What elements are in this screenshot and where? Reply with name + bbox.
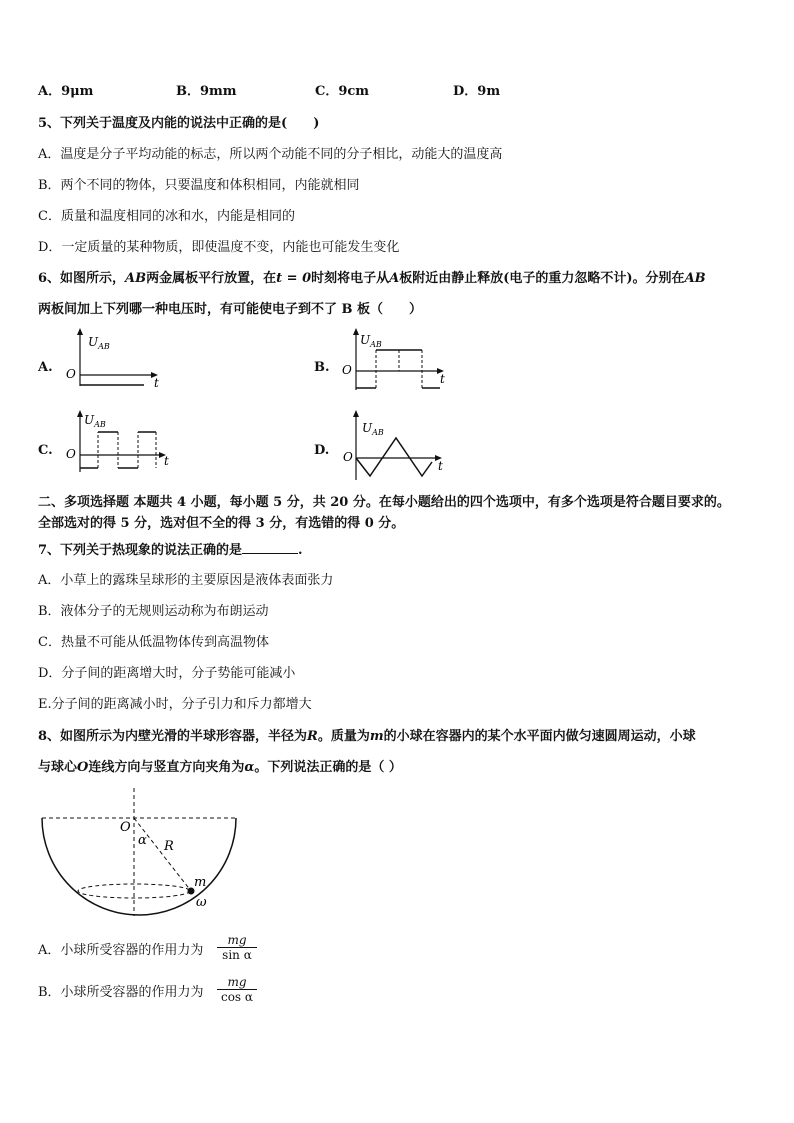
fig-label-r: R bbox=[164, 839, 174, 854]
q8-option-a: A．小球所受容器的作用力为 bbox=[38, 943, 204, 958]
q6-stem-line1: 6、如图所示，AB两金属板平行放置，在t = 0时刻将电子从A板附近由静止释放(电子的重力忽略不计)。分别在AB bbox=[38, 271, 706, 286]
q7-option-b: B．液体分子的无规则运动称为布朗运动 bbox=[38, 604, 269, 619]
q7-option-d: D．分子间的距离增大时，分子势能可能减小 bbox=[38, 666, 296, 681]
q5-stem: 5、下列关于温度及内能的说法中正确的是( ) bbox=[38, 116, 320, 131]
graph-a-t-label: t bbox=[154, 376, 159, 390]
graph-a-u-label: $U_{AB}$ bbox=[88, 335, 110, 351]
q8-option-a-fraction: $\frac{mg}{\text{sin α}}$ bbox=[217, 933, 257, 962]
graph-d-u-label: $U_{AB}$ bbox=[362, 421, 384, 437]
q6-option-a-label: A. bbox=[38, 360, 53, 375]
graph-c-t-label: t bbox=[164, 454, 169, 468]
q6-option-d-label: D. bbox=[314, 443, 330, 458]
section2-heading-line2: 全部选对的得 5 分，选对但不全的得 3 分，有选错的得 0 分。 bbox=[38, 516, 405, 531]
q7-stem: 7、下列关于热现象的说法正确的是 . bbox=[38, 543, 303, 558]
graph-b-t-label: t bbox=[440, 372, 445, 386]
q4-option-c: C．9cm bbox=[315, 84, 370, 99]
graph-b-origin: O bbox=[342, 363, 352, 377]
radius-line bbox=[134, 818, 191, 891]
q5-option-b: B．两个不同的物体，只要温度和体积相同，内能就相同 bbox=[38, 178, 360, 193]
q7-option-a: A．小草上的露珠呈球形的主要原因是液体表面张力 bbox=[38, 573, 334, 588]
q8-option-b: B．小球所受容器的作用力为 bbox=[38, 985, 204, 1000]
q6-option-c-label: C. bbox=[38, 443, 53, 458]
graph-b-u-label: $U_{AB}$ bbox=[360, 333, 382, 349]
graph-d-triangle-wave bbox=[356, 438, 432, 476]
fig-label-omega: ω bbox=[196, 895, 207, 910]
graph-b-y-arrow bbox=[353, 328, 359, 335]
fig-label-m: m bbox=[194, 875, 207, 890]
graph-c-origin: O bbox=[66, 447, 76, 461]
q6-stem-line2: 两板间加上下列哪一种电压时，有可能使电子到不了 B 板（ ） bbox=[38, 302, 423, 317]
graph-d-y-arrow bbox=[353, 410, 359, 417]
q5-option-c: C．质量和温度相同的冰和水，内能是相同的 bbox=[38, 209, 295, 224]
q4-option-d: D．9m bbox=[453, 84, 501, 99]
graph-c-y-arrow bbox=[77, 410, 83, 417]
graph-a-y-arrow bbox=[77, 328, 83, 335]
q4-option-b: B．9mm bbox=[176, 84, 237, 99]
q7-option-c: C．热量不可能从低温物体传到高温物体 bbox=[38, 635, 269, 650]
graph-a-origin: O bbox=[66, 367, 76, 381]
fig-label-alpha: α bbox=[138, 833, 147, 848]
q8-stem-line2: 与球心O连线方向与竖直方向夹角为α。下列说法正确的是（ ） bbox=[38, 760, 402, 775]
graph-d-origin: O bbox=[343, 450, 353, 464]
q6-graph-d bbox=[338, 410, 458, 484]
q5-option-d: D．一定质量的某种物质，即使温度不变，内能也可能发生变化 bbox=[38, 240, 400, 255]
q6-graph-a bbox=[62, 328, 174, 398]
q6-graph-b bbox=[338, 328, 458, 398]
section2-heading-line1: 二、多项选择题 本题共 4 小题，每小题 5 分，共 20 分。在每小题给出的四个选项中，有多个选项是符合题目要求的。 bbox=[38, 495, 730, 510]
graph-d-t-label: t bbox=[438, 459, 443, 473]
q6-graph-c bbox=[62, 410, 182, 482]
q5-option-a: A．温度是分子平均动能的标志，所以两个动能不同的分子相比，动能大的温度高 bbox=[38, 147, 503, 162]
q8-option-b-fraction: $\frac{mg}{\text{cos α}}$ bbox=[217, 975, 257, 1004]
q7-option-e: E.分子间的距离减小时，分子引力和斥力都增大 bbox=[38, 697, 312, 712]
graph-c-u-label: $U_{AB}$ bbox=[84, 413, 106, 429]
q4-option-a: A．9μm bbox=[38, 84, 94, 99]
fig-label-o: O bbox=[120, 820, 131, 835]
q8-hemisphere-figure bbox=[36, 784, 246, 924]
q6-option-b-label: B. bbox=[314, 360, 330, 375]
q7-answer-blank[interactable] bbox=[242, 541, 298, 554]
q8-stem-line1: 8、如图所示为内壁光滑的半球形容器，半径为R。质量为m的小球在容器内的某个水平面内做匀速圆周运动，小球 bbox=[38, 729, 696, 744]
